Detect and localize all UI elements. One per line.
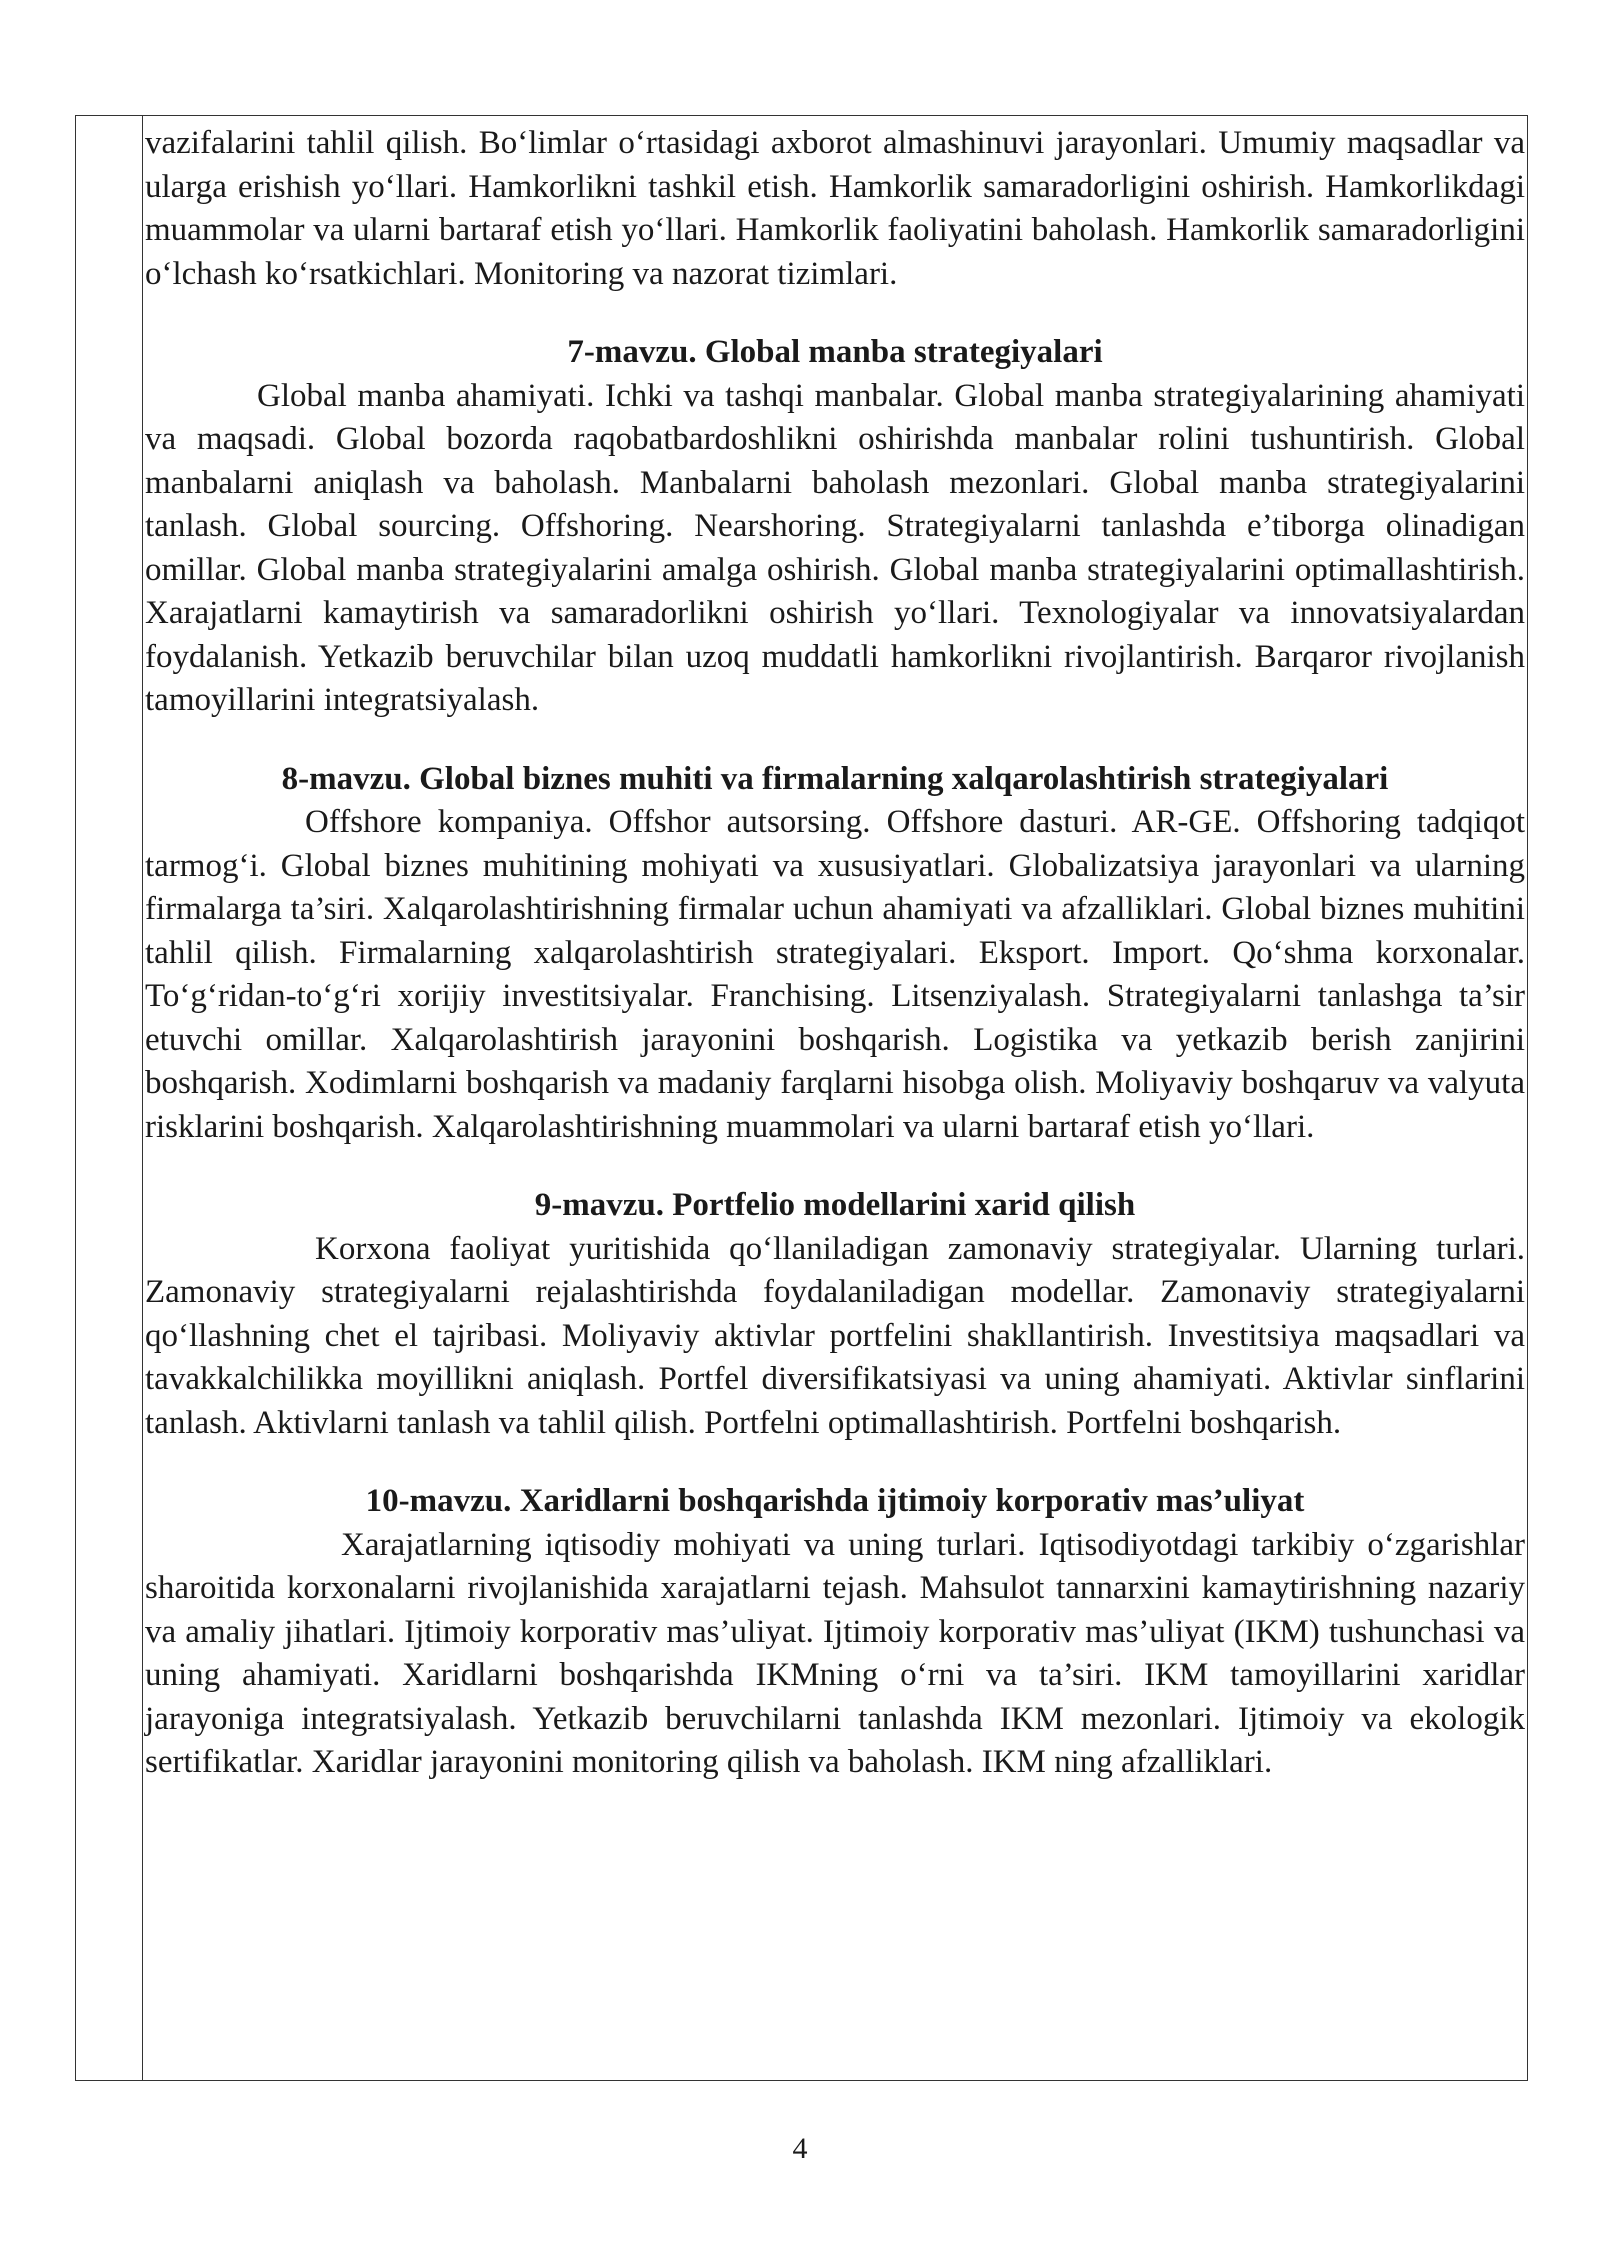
table-left-column	[76, 116, 143, 2080]
table-content-cell	[143, 116, 1527, 2080]
page-number: 4	[792, 2132, 808, 2165]
topic-8-body: Offshore kompaniya. Offshor autsorsing. Offshore dasturi. AR-GE. Offshoring tadqiqot tarmog‘i. Global biznes muhitining mohiyati va xususiyatlari. Globalizatsiya jarayonlari va ularning firmalarga ta’siri. Xalqarolashtirishning firmalar uchun ahamiyati va afzalliklari. Global biznes muhitini tahlil qilish. Firmalarning xalqarolashtirish strategiyalari. Eksport. Import. Qo‘shma korxonalar. To‘g‘ridan-to‘g‘ri xorijiy investitsiyalar. Franchising. Litsenziyalash. Strategiyalarni tanlashga ta’sir etuvchi omillar. Xalqarolashtirish jarayonini boshqarish. Logistika va yetkazib berish zanjirini boshqarish. Xodimlarni boshqarish va madaniy farqlarni hisobga olish. Moliyaviy boshqaruv va valyuta risklarini boshqarish. Xalqarolashtirishning muammolari va ularni bartaraf etish yo‘llari.	[145, 804, 1525, 1145]
topic-10-body: Xarajatlarning iqtisodiy mohiyati va uning turlari. Iqtisodiyotdagi tarkibiy o‘zgarishlar sharoitida korxonalarni rivojlanishida xarajatlarni tejash. Mahsulot tannarxini kamaytirishning nazariy va amaliy jihatlari. Ijtimoiy korporativ mas’uliyat. Ijtimoiy korporativ mas’uliyat (IKM) tushunchasi va uning ahamiyati. Xaridlarni boshqarishda IKMning o‘rni va ta’siri. IKM tamoyillarini xaridlar jarayoniga integratsiyalash. Yetkazib beruvchilarni tanlashda IKM mezonlari. Ijtimoiy va ekologik sertifikatlar. Xaridlar jarayonini monitoring qilish va baholash. IKM ning afzalliklari.	[145, 1526, 1525, 1780]
topic-9-heading: 9-mavzu. Portfelio modellarini xarid qilish	[534, 1187, 1136, 1223]
topic-7-body: Global manba ahamiyati. Ichki va tashqi manbalar. Global manba strategiyalarining ahamiyati va maqsadi. Global bozorda raqobatbardoshlikni oshirishda manbalar rolini tushuntirish. Global manbalarni aniqlash va baholash. Manbalarni baholash mezonlari. Global manba strategiyalarini tanlash. Global sourcing. Offshoring. Nearshoring. Strategiyalarni tanlashda e’tiborga olinadigan omillar. Global manba strategiyalarini amalga oshirish. Global manba strategiyalarini optimallashtirish. Xarajatlarni kamaytirish va samaradorlikni oshirish yo‘llari. Texnologiyalar va innovatsiyalardan foydalanish. Yetkazib beruvchilar bilan uzoq muddatli hamkorlikni rivojlantirish. Barqaror rivojlanish tamoyillarini integratsiyalash.	[145, 377, 1525, 718]
topic-7-heading: 7-mavzu. Global manba strategiyalari	[567, 334, 1103, 370]
content-table	[75, 115, 1528, 2081]
topic-10-heading: 10-mavzu. Xaridlarni boshqarishda ijtimoiy korporativ mas’uliyat	[365, 1483, 1305, 1519]
topic-9-body: Korxona faoliyat yuritishida qo‘llaniladigan zamonaviy strategiyalar. Ularning turlari. Zamonaviy strategiyalarni rejalashtirishda foydalaniladigan modellar. Zamonaviy strategiyalarni qo‘llashning chet el tajribasi. Moliyaviy aktivlar portfelini shakllantirish. Investitsiya maqsadlari va tavakkalchilikka moyillikni aniqlash. Portfel diversifikatsiyasi va uning ahamiyati. Aktivlar sinflarini tanlash. Aktivlarni tanlash va tahlil qilish. Portfelni optimallashtirish. Portfelni boshqarish.	[145, 1230, 1525, 1441]
topic-8-heading: 8-mavzu. Global biznes muhiti va firmalarning xalqarolashtirish strategiyalari	[281, 760, 1389, 797]
intro-paragraph: vazifalarini tahlil qilish. Bo‘limlar o‘rtasidagi axborot almashinuvi jarayonlari. Umumiy maqsadlar va ularga erishish yo‘llari. Hamkorlikni tashkil etish. Hamkorlik samaradorligini oshirish. Hamkorlikdagi muammolar va ularni bartaraf etish yo‘llari. Hamkorlik faoliyatini baholash. Hamkorlik samaradorligini o‘lchash ko‘rsatkichlari. Monitoring va nazorat tizimlari.	[145, 125, 1525, 292]
